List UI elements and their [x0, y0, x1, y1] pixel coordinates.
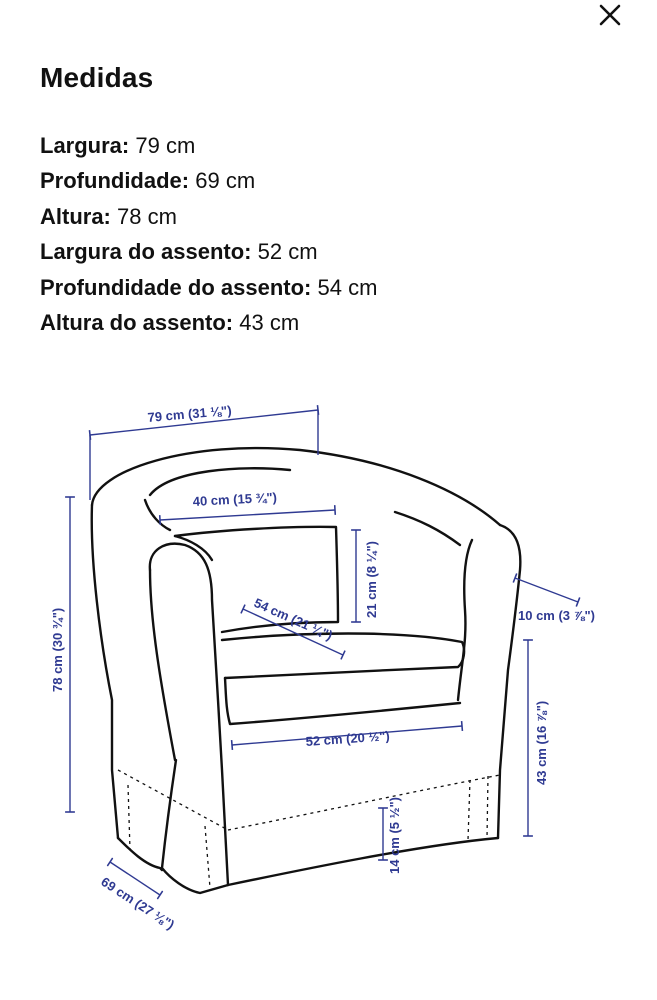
measurement-height [40, 199, 377, 234]
depth-label: 69 cm (27 ⅛") [98, 873, 178, 933]
measurement-value: 54 cm [317, 274, 378, 300]
seat-height-label: 43 cm (16 ⅞") [534, 700, 549, 785]
measurements-list [40, 128, 377, 340]
measurement-value: 52 cm [257, 239, 318, 265]
arm-width-label: 10 cm (3 ⅞") [518, 608, 595, 623]
back-cushion-width-line [160, 510, 335, 520]
measurement-seat-depth [40, 270, 377, 305]
close-icon [597, 2, 623, 28]
measurement-seat-height [40, 305, 377, 340]
measurement-width [40, 128, 377, 163]
measurement-label: Altura do assento: [40, 310, 234, 336]
measurement-value: 78 cm [117, 203, 177, 229]
measurement-value: 79 cm [135, 133, 196, 158]
width-label: 79 cm (31 ⅛") [146, 402, 233, 425]
measurement-seat-width [40, 234, 377, 269]
measurement-label: Largura do assento: [40, 239, 252, 265]
measurement-label: Largura: [40, 133, 130, 158]
seat-width-label: 52 cm (20 ½") [305, 728, 391, 749]
armchair-illustration [92, 448, 521, 893]
measurement-label: Profundidade do assento: [40, 274, 312, 300]
height-label: 78 cm (30 ¾") [50, 607, 65, 692]
dimension-labels [50, 403, 595, 933]
measurement-value: 43 cm [239, 310, 300, 336]
dimension-lines [70, 410, 578, 895]
measurement-value: 69 cm [195, 168, 256, 194]
back-cushion-height-label: 21 cm (8 ¼") [364, 541, 379, 618]
arm-width-line [515, 578, 578, 602]
measurement-label: Altura: [40, 203, 111, 229]
close-button[interactable] [592, 0, 628, 30]
back-cushion-width-label: 40 cm (15 ¾") [192, 489, 278, 509]
measurement-label: Profundidade: [40, 168, 190, 194]
page-title: Medidas [40, 62, 154, 93]
leg-clearance-label: 14 cm (5 ½") [387, 797, 402, 874]
armchair-dimension-diagram [0, 380, 657, 980]
seat-depth-label: 54 cm (21 ¼") [251, 595, 335, 643]
measurement-depth [40, 163, 377, 198]
